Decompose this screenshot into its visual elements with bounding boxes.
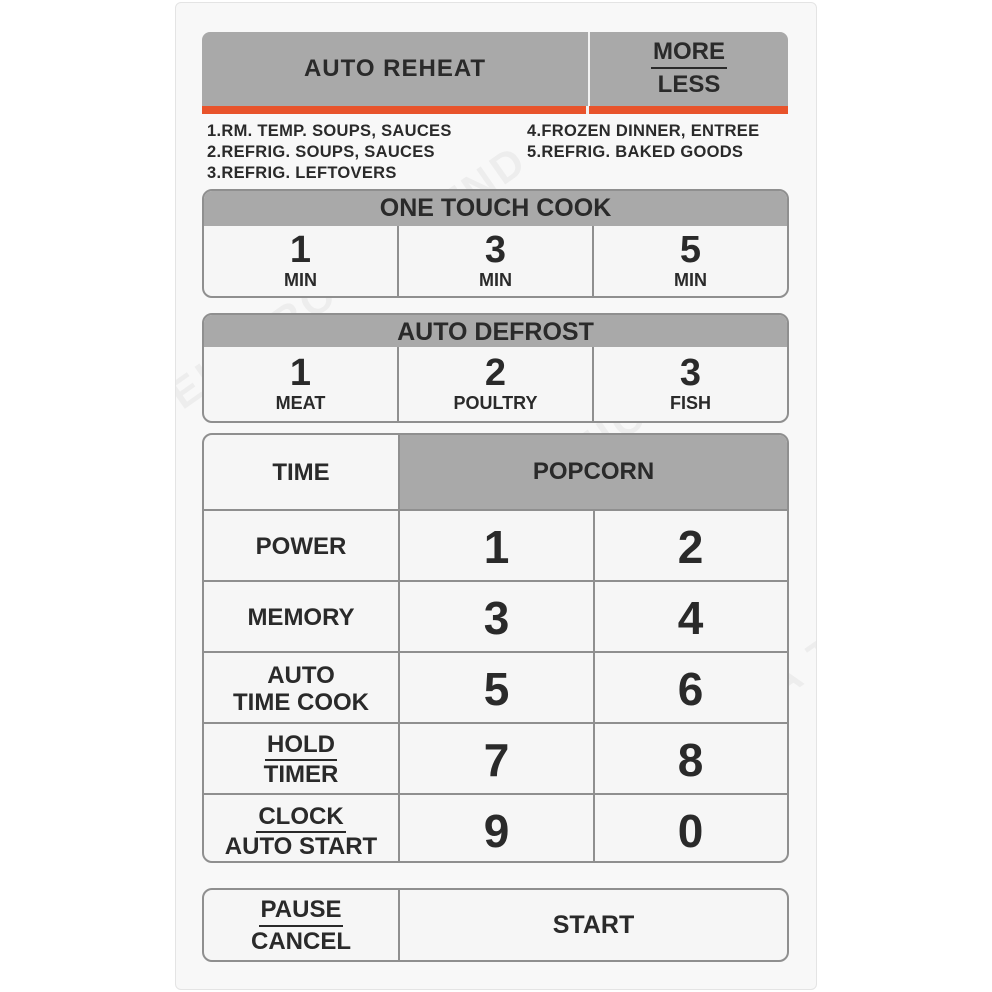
digit-0-button[interactable]: 0 <box>593 795 786 863</box>
button-number: 3 <box>679 352 702 394</box>
button-unit: POULTRY <box>453 393 538 413</box>
clock-label: CLOCK <box>256 803 345 833</box>
auto-defrost-section <box>202 313 789 423</box>
accent-line-separator <box>586 106 589 114</box>
button-unit: MIN <box>479 270 512 290</box>
list-item: 1.RM. TEMP. SOUPS, SAUCES <box>207 122 452 140</box>
clock-auto-start-button[interactable] <box>204 795 400 863</box>
button-unit: MEAT <box>275 393 326 413</box>
power-button[interactable]: POWER <box>204 511 400 582</box>
bottom-row <box>202 888 789 962</box>
digit-7-button[interactable]: 7 <box>483 733 510 786</box>
accent-line <box>202 106 788 114</box>
list-item: 4.FROZEN DINNER, ENTREE <box>527 122 760 140</box>
keypad <box>202 433 789 863</box>
hold-label: HOLD <box>265 731 337 761</box>
auto-defrost-title: AUTO DEFROST <box>204 315 787 347</box>
reheat-list-right <box>527 121 759 163</box>
button-unit: MIN <box>674 270 707 290</box>
start-button[interactable]: START <box>552 910 635 939</box>
auto-reheat-button[interactable]: AUTO REHEAT <box>303 55 487 82</box>
button-number: 3 <box>484 229 507 271</box>
list-item: 2.REFRIG. SOUPS, SAUCES <box>207 143 435 161</box>
digit-3-button[interactable]: 3 <box>483 591 510 644</box>
button-unit: FISH <box>669 393 711 413</box>
digit-6-button[interactable]: 6 <box>593 653 786 724</box>
auto-time-cook-line-1: AUTO <box>267 661 335 689</box>
one-touch-cook-title: ONE TOUCH COOK <box>204 191 787 226</box>
auto-time-cook-line-2: TIME COOK <box>233 688 369 716</box>
defrost-poultry-button[interactable] <box>397 347 592 421</box>
list-item: 5.REFRIG. BAKED GOODS <box>527 143 744 161</box>
memory-button[interactable]: MEMORY <box>204 582 400 653</box>
more-less-button[interactable] <box>588 32 788 106</box>
button-number: 2 <box>484 352 507 394</box>
one-touch-cook-section <box>202 189 789 298</box>
defrost-fish-button[interactable] <box>592 347 787 421</box>
digit-9-button[interactable]: 9 <box>483 805 510 857</box>
auto-start-label: AUTO START <box>224 832 378 860</box>
button-number: 5 <box>679 229 702 271</box>
button-unit: MIN <box>284 270 317 290</box>
pause-label: PAUSE <box>259 895 344 927</box>
cook-3-min-button[interactable] <box>397 226 592 296</box>
defrost-meat-button[interactable] <box>204 347 397 421</box>
digit-8-button[interactable]: 8 <box>593 724 786 795</box>
popcorn-button[interactable]: POPCORN <box>400 435 787 509</box>
digit-1-button[interactable]: 1 <box>483 520 510 573</box>
hold-timer-button[interactable] <box>204 724 400 795</box>
reheat-list-left <box>207 121 452 184</box>
time-button[interactable]: TIME <box>204 435 400 509</box>
pause-cancel-button[interactable] <box>204 890 400 960</box>
more-label: MORE <box>651 38 727 69</box>
button-number: 1 <box>289 352 312 394</box>
button-number: 1 <box>289 229 312 271</box>
digit-2-button[interactable]: 2 <box>593 511 786 582</box>
list-item: 3.REFRIG. LEFTOVERS <box>207 164 397 182</box>
auto-time-cook-button[interactable] <box>204 653 400 724</box>
less-label: LESS <box>657 70 721 98</box>
digit-5-button[interactable]: 5 <box>483 662 510 715</box>
digit-4-button[interactable]: 4 <box>593 582 786 653</box>
cancel-label: CANCEL <box>251 927 351 955</box>
cook-5-min-button[interactable] <box>592 226 787 296</box>
timer-label: TIMER <box>263 761 339 788</box>
cook-1-min-button[interactable] <box>204 226 397 296</box>
